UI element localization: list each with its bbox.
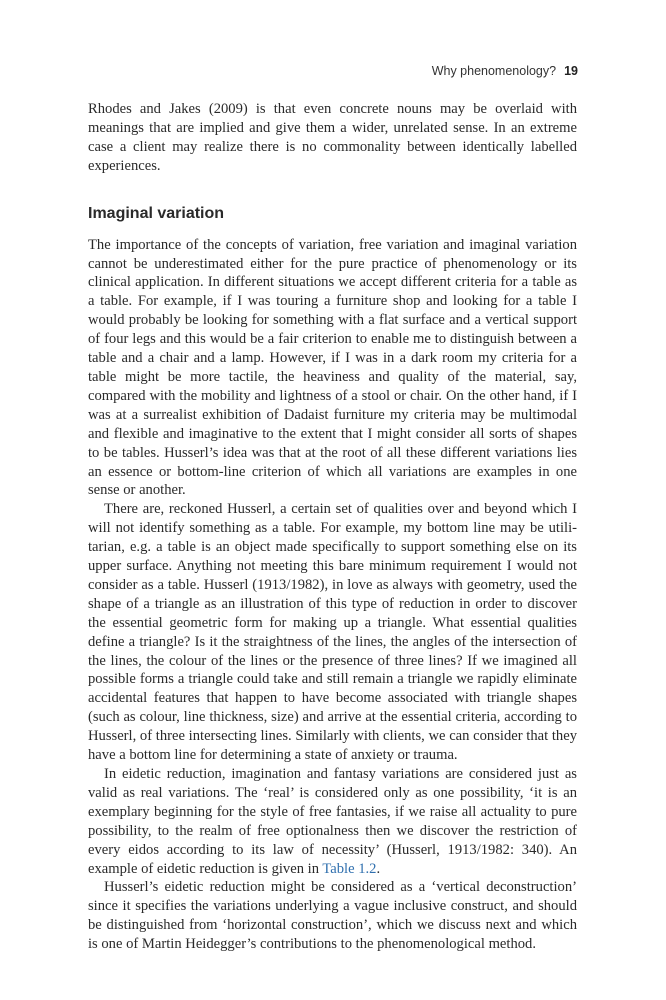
running-head <box>432 64 578 78</box>
paragraph-1: The importance of the concepts of variation, free variation and imaginal variation cannot be underestimated either for the pure practice of phenomenology or its clinical application. In different situations we accept different criteria for a table as a table. For example, if I was touring a furniture shop and looking for a table I would probably be looking for something with a flat surface and a vertical support of four legs and this would be a fair criterion to enable me to distinguish between a table and a chair and a lamp. However, if I was in a dark room my criteria for a table might be more tactile, the heaviness and quality of the material, say, compared with the mobility and lightness of a stool or chair. On the other hand, if I was at a surrealist exhibition of Dadaist furniture my criteria may be multimodal and flexible and imaginative to the extent that I might consider all sorts of shapes to be tables. Husserl’s idea was that at the root of all these different variations lies an essence or bottom-line criterion of which all variations are examples in one sense or another. <box>88 236 577 499</box>
paragraph-continued: Rhodes and Jakes (2009) is that even concrete nouns may be overlaid with meanings that are implied and give them a wider, unrelated sense. In an extreme case a client may realize there is no commonality between identically labelled experiences. <box>88 101 577 174</box>
table-reference-link[interactable]: Table 1.2 <box>322 860 377 877</box>
paragraph-3-end: . <box>376 860 381 877</box>
paragraph-3-text: In eidetic reduction, imagination and fantasy variations are considered just as valid as real variations. The ‘real’ is considered only as one possibility, ‘it is an exemplary beginning for the style of free fantasies, if we raise all actuality to pure possibility, to the realm of free optionalness then we discover the restriction of every eidos according to its law of necessity’ (Husserl, 1913/1982: 340). An example of eidetic reduction is given in <box>88 766 577 877</box>
running-title: Why phenomenology? <box>431 64 557 78</box>
page-number: 19 <box>564 64 578 78</box>
page-body <box>88 100 577 954</box>
paragraph-2: There are, reckoned Husserl, a certain set of qualities over and beyond which I will not identify something as a table. For example, my bottom line may be utilitarian, e.g. a table is an object made specifically to support something else on its upper surface. Anything not meeting this bare minimum requirement I would not consider as a table. Husserl (1913/1982), in love as always with geometry, used the shape of a triangle as an illustration of this type of reduction in order to discover the essential geometric form for making up a triangle. What essential qualities define a triangle? Is it the straightness of the lines, the angles of the intersection of the lines, the colour of the lines or the presence of three lines? If we imagined all possible forms a triangle could take and still remain a triangle we rapidly eliminate accidental features that happen to have become associated with triangle shapes (such as colour, line thickness, size) and arrive at the essential criteria, according to Husserl, of three intersecting lines. Similarly with clients, we can consider that they have a bottom line for determining a state of anxiety or trauma. <box>88 501 577 764</box>
paragraph-4: Husserl’s eidetic reduction might be considered as a ‘vertical deconstruction’ since it specifies the variations underlying a vague inclusive construct, and should be distinguished from ‘horizontal construction’, which we discuss next and which is one of Martin Heidegger’s contributions to the phenomenological method. <box>88 879 577 953</box>
section-heading: Imaginal variation <box>88 204 225 222</box>
paragraph-3 <box>88 765 577 878</box>
